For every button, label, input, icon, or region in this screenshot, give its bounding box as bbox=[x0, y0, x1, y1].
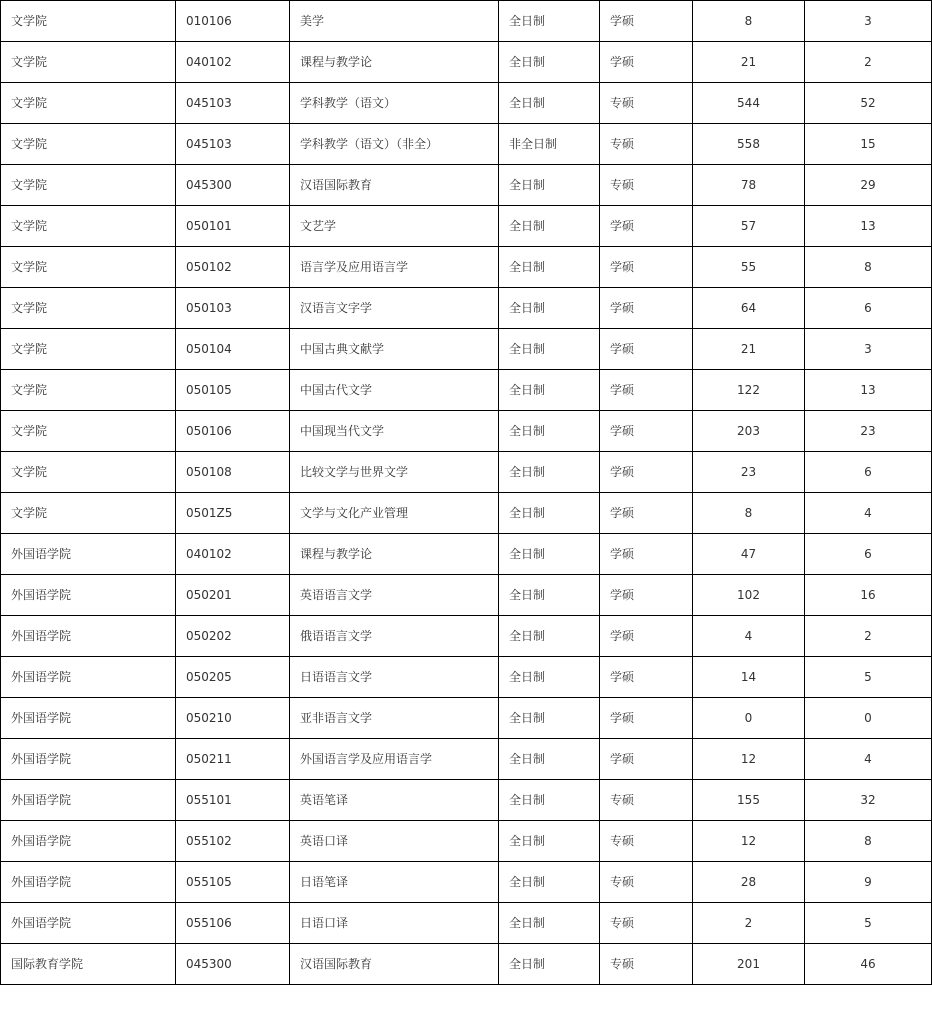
applicants-count-cell: 23 bbox=[693, 452, 805, 493]
major-code-cell: 050102 bbox=[176, 247, 290, 288]
table-row bbox=[1, 739, 932, 780]
degree-type-cell: 专硕 bbox=[600, 903, 693, 944]
applicants-count-cell: 21 bbox=[693, 42, 805, 83]
degree-type-cell: 学硕 bbox=[600, 370, 693, 411]
study-mode-cell: 全日制 bbox=[499, 288, 600, 329]
admitted-count-cell: 23 bbox=[805, 411, 932, 452]
admitted-count-cell: 8 bbox=[805, 821, 932, 862]
applicants-count-cell: 0 bbox=[693, 698, 805, 739]
major-name-cell: 日语语言文学 bbox=[290, 657, 499, 698]
applicants-count-cell: 203 bbox=[693, 411, 805, 452]
admitted-count-cell: 6 bbox=[805, 534, 932, 575]
major-name-cell: 比较文学与世界文学 bbox=[290, 452, 499, 493]
major-code-cell: 045103 bbox=[176, 124, 290, 165]
study-mode-cell: 全日制 bbox=[499, 944, 600, 985]
table-row bbox=[1, 698, 932, 739]
major-code-cell: 050210 bbox=[176, 698, 290, 739]
table-row bbox=[1, 370, 932, 411]
major-code-cell: 045300 bbox=[176, 944, 290, 985]
degree-type-cell: 学硕 bbox=[600, 657, 693, 698]
admitted-count-cell: 8 bbox=[805, 247, 932, 288]
college-cell: 外国语学院 bbox=[1, 862, 176, 903]
major-name-cell: 课程与教学论 bbox=[290, 42, 499, 83]
table-row bbox=[1, 206, 932, 247]
major-code-cell: 050101 bbox=[176, 206, 290, 247]
study-mode-cell: 全日制 bbox=[499, 247, 600, 288]
college-cell: 文学院 bbox=[1, 124, 176, 165]
table-row bbox=[1, 1, 932, 42]
study-mode-cell: 全日制 bbox=[499, 698, 600, 739]
study-mode-cell: 全日制 bbox=[499, 862, 600, 903]
study-mode-cell: 全日制 bbox=[499, 329, 600, 370]
major-code-cell: 050205 bbox=[176, 657, 290, 698]
applicants-count-cell: 122 bbox=[693, 370, 805, 411]
major-name-cell: 外国语言学及应用语言学 bbox=[290, 739, 499, 780]
college-cell: 国际教育学院 bbox=[1, 944, 176, 985]
study-mode-cell: 全日制 bbox=[499, 452, 600, 493]
major-code-cell: 0501Z5 bbox=[176, 493, 290, 534]
major-code-cell: 050108 bbox=[176, 452, 290, 493]
college-cell: 外国语学院 bbox=[1, 780, 176, 821]
applicants-count-cell: 201 bbox=[693, 944, 805, 985]
major-name-cell: 汉语国际教育 bbox=[290, 165, 499, 206]
degree-type-cell: 学硕 bbox=[600, 698, 693, 739]
major-name-cell: 汉语言文字学 bbox=[290, 288, 499, 329]
admitted-count-cell: 16 bbox=[805, 575, 932, 616]
study-mode-cell: 全日制 bbox=[499, 206, 600, 247]
table-row bbox=[1, 493, 932, 534]
major-name-cell: 学科教学（语文） bbox=[290, 83, 499, 124]
degree-type-cell: 专硕 bbox=[600, 124, 693, 165]
college-cell: 文学院 bbox=[1, 42, 176, 83]
study-mode-cell: 全日制 bbox=[499, 616, 600, 657]
admitted-count-cell: 3 bbox=[805, 1, 932, 42]
table-row bbox=[1, 83, 932, 124]
admitted-count-cell: 13 bbox=[805, 206, 932, 247]
major-code-cell: 010106 bbox=[176, 1, 290, 42]
applicants-count-cell: 4 bbox=[693, 616, 805, 657]
applicants-count-cell: 12 bbox=[693, 821, 805, 862]
applicants-count-cell: 55 bbox=[693, 247, 805, 288]
degree-type-cell: 专硕 bbox=[600, 944, 693, 985]
table-row bbox=[1, 124, 932, 165]
applicants-count-cell: 558 bbox=[693, 124, 805, 165]
degree-type-cell: 专硕 bbox=[600, 862, 693, 903]
college-cell: 外国语学院 bbox=[1, 616, 176, 657]
major-code-cell: 040102 bbox=[176, 42, 290, 83]
study-mode-cell: 全日制 bbox=[499, 370, 600, 411]
applicants-count-cell: 102 bbox=[693, 575, 805, 616]
college-cell: 文学院 bbox=[1, 1, 176, 42]
college-cell: 文学院 bbox=[1, 452, 176, 493]
admitted-count-cell: 2 bbox=[805, 42, 932, 83]
college-cell: 文学院 bbox=[1, 83, 176, 124]
college-cell: 外国语学院 bbox=[1, 821, 176, 862]
study-mode-cell: 非全日制 bbox=[499, 124, 600, 165]
applicants-count-cell: 78 bbox=[693, 165, 805, 206]
table-row bbox=[1, 903, 932, 944]
applicants-count-cell: 8 bbox=[693, 1, 805, 42]
college-cell: 外国语学院 bbox=[1, 739, 176, 780]
table-row bbox=[1, 657, 932, 698]
major-name-cell: 汉语国际教育 bbox=[290, 944, 499, 985]
degree-type-cell: 学硕 bbox=[600, 329, 693, 370]
major-name-cell: 语言学及应用语言学 bbox=[290, 247, 499, 288]
admitted-count-cell: 6 bbox=[805, 288, 932, 329]
college-cell: 文学院 bbox=[1, 493, 176, 534]
degree-type-cell: 学硕 bbox=[600, 411, 693, 452]
degree-type-cell: 学硕 bbox=[600, 247, 693, 288]
major-code-cell: 050103 bbox=[176, 288, 290, 329]
degree-type-cell: 学硕 bbox=[600, 575, 693, 616]
study-mode-cell: 全日制 bbox=[499, 83, 600, 124]
major-name-cell: 学科教学（语文）（非全） bbox=[290, 124, 499, 165]
table-row bbox=[1, 452, 932, 493]
major-code-cell: 050104 bbox=[176, 329, 290, 370]
college-cell: 外国语学院 bbox=[1, 575, 176, 616]
degree-type-cell: 学硕 bbox=[600, 452, 693, 493]
major-name-cell: 中国古典文献学 bbox=[290, 329, 499, 370]
study-mode-cell: 全日制 bbox=[499, 1, 600, 42]
applicants-count-cell: 57 bbox=[693, 206, 805, 247]
applicants-count-cell: 21 bbox=[693, 329, 805, 370]
college-cell: 文学院 bbox=[1, 370, 176, 411]
study-mode-cell: 全日制 bbox=[499, 739, 600, 780]
degree-type-cell: 学硕 bbox=[600, 288, 693, 329]
major-code-cell: 050106 bbox=[176, 411, 290, 452]
applicants-count-cell: 28 bbox=[693, 862, 805, 903]
major-code-cell: 050202 bbox=[176, 616, 290, 657]
college-cell: 文学院 bbox=[1, 411, 176, 452]
degree-type-cell: 学硕 bbox=[600, 1, 693, 42]
major-code-cell: 050201 bbox=[176, 575, 290, 616]
degree-type-cell: 专硕 bbox=[600, 83, 693, 124]
degree-type-cell: 学硕 bbox=[600, 493, 693, 534]
applicants-count-cell: 155 bbox=[693, 780, 805, 821]
degree-type-cell: 专硕 bbox=[600, 821, 693, 862]
table-row bbox=[1, 534, 932, 575]
college-cell: 文学院 bbox=[1, 165, 176, 206]
college-cell: 外国语学院 bbox=[1, 903, 176, 944]
applicants-count-cell: 14 bbox=[693, 657, 805, 698]
college-cell: 文学院 bbox=[1, 329, 176, 370]
major-name-cell: 英语笔译 bbox=[290, 780, 499, 821]
table-row bbox=[1, 165, 932, 206]
major-code-cell: 055101 bbox=[176, 780, 290, 821]
major-name-cell: 日语口译 bbox=[290, 903, 499, 944]
degree-type-cell: 学硕 bbox=[600, 739, 693, 780]
major-name-cell: 英语口译 bbox=[290, 821, 499, 862]
admitted-count-cell: 52 bbox=[805, 83, 932, 124]
admitted-count-cell: 2 bbox=[805, 616, 932, 657]
major-code-cell: 045103 bbox=[176, 83, 290, 124]
degree-type-cell: 学硕 bbox=[600, 616, 693, 657]
major-name-cell: 中国现当代文学 bbox=[290, 411, 499, 452]
study-mode-cell: 全日制 bbox=[499, 534, 600, 575]
major-name-cell: 中国古代文学 bbox=[290, 370, 499, 411]
study-mode-cell: 全日制 bbox=[499, 903, 600, 944]
admitted-count-cell: 29 bbox=[805, 165, 932, 206]
study-mode-cell: 全日制 bbox=[499, 411, 600, 452]
major-code-cell: 055102 bbox=[176, 821, 290, 862]
admitted-count-cell: 9 bbox=[805, 862, 932, 903]
major-code-cell: 050211 bbox=[176, 739, 290, 780]
degree-type-cell: 学硕 bbox=[600, 42, 693, 83]
major-code-cell: 040102 bbox=[176, 534, 290, 575]
admitted-count-cell: 4 bbox=[805, 493, 932, 534]
study-mode-cell: 全日制 bbox=[499, 493, 600, 534]
degree-type-cell: 学硕 bbox=[600, 206, 693, 247]
admitted-count-cell: 3 bbox=[805, 329, 932, 370]
admitted-count-cell: 15 bbox=[805, 124, 932, 165]
college-cell: 外国语学院 bbox=[1, 657, 176, 698]
table-row bbox=[1, 862, 932, 903]
applicants-count-cell: 544 bbox=[693, 83, 805, 124]
college-cell: 外国语学院 bbox=[1, 698, 176, 739]
major-code-cell: 050105 bbox=[176, 370, 290, 411]
study-mode-cell: 全日制 bbox=[499, 165, 600, 206]
applicants-count-cell: 64 bbox=[693, 288, 805, 329]
admitted-count-cell: 5 bbox=[805, 903, 932, 944]
table-row bbox=[1, 780, 932, 821]
college-cell: 文学院 bbox=[1, 288, 176, 329]
table-body bbox=[1, 1, 932, 985]
major-name-cell: 俄语语言文学 bbox=[290, 616, 499, 657]
admitted-count-cell: 6 bbox=[805, 452, 932, 493]
table-row bbox=[1, 821, 932, 862]
table-row bbox=[1, 247, 932, 288]
college-cell: 文学院 bbox=[1, 206, 176, 247]
major-name-cell: 课程与教学论 bbox=[290, 534, 499, 575]
applicants-count-cell: 12 bbox=[693, 739, 805, 780]
major-name-cell: 文学与文化产业管理 bbox=[290, 493, 499, 534]
study-mode-cell: 全日制 bbox=[499, 780, 600, 821]
table-row bbox=[1, 411, 932, 452]
major-name-cell: 英语语言文学 bbox=[290, 575, 499, 616]
table-row bbox=[1, 288, 932, 329]
study-mode-cell: 全日制 bbox=[499, 42, 600, 83]
major-code-cell: 055105 bbox=[176, 862, 290, 903]
table-row bbox=[1, 42, 932, 83]
major-code-cell: 045300 bbox=[176, 165, 290, 206]
study-mode-cell: 全日制 bbox=[499, 821, 600, 862]
applicants-count-cell: 8 bbox=[693, 493, 805, 534]
major-code-cell: 055106 bbox=[176, 903, 290, 944]
admitted-count-cell: 13 bbox=[805, 370, 932, 411]
degree-type-cell: 学硕 bbox=[600, 534, 693, 575]
major-name-cell: 亚非语言文学 bbox=[290, 698, 499, 739]
study-mode-cell: 全日制 bbox=[499, 657, 600, 698]
admitted-count-cell: 0 bbox=[805, 698, 932, 739]
major-name-cell: 日语笔译 bbox=[290, 862, 499, 903]
college-cell: 外国语学院 bbox=[1, 534, 176, 575]
applicants-count-cell: 2 bbox=[693, 903, 805, 944]
major-name-cell: 文艺学 bbox=[290, 206, 499, 247]
degree-type-cell: 专硕 bbox=[600, 780, 693, 821]
study-mode-cell: 全日制 bbox=[499, 575, 600, 616]
college-cell: 文学院 bbox=[1, 247, 176, 288]
major-name-cell: 美学 bbox=[290, 1, 499, 42]
admitted-count-cell: 46 bbox=[805, 944, 932, 985]
admitted-count-cell: 4 bbox=[805, 739, 932, 780]
admitted-count-cell: 5 bbox=[805, 657, 932, 698]
table-row bbox=[1, 575, 932, 616]
applicants-count-cell: 47 bbox=[693, 534, 805, 575]
table-row bbox=[1, 616, 932, 657]
admitted-count-cell: 32 bbox=[805, 780, 932, 821]
table-row bbox=[1, 944, 932, 985]
degree-type-cell: 专硕 bbox=[600, 165, 693, 206]
table-row bbox=[1, 329, 932, 370]
